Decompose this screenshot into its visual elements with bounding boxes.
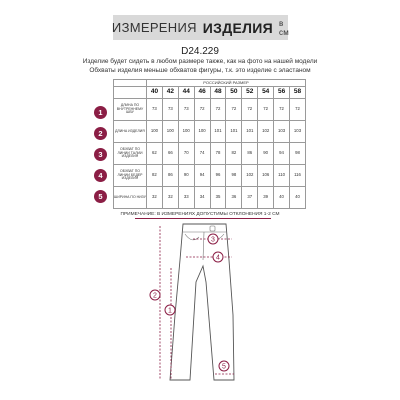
- page-header: [113, 15, 288, 40]
- diagram-marker-2: [150, 290, 160, 300]
- diagram-marker-2-label: 2: [153, 292, 157, 300]
- table-cell: 100: [194, 121, 210, 143]
- header-title-measurements: ИЗМЕРЕНИЯ: [111, 20, 197, 35]
- table-cell: 102: [258, 121, 274, 143]
- table-cell: 40: [290, 187, 306, 209]
- table-cell: 86: [242, 143, 258, 165]
- table-cell: 101: [226, 121, 242, 143]
- table-cell: 37: [242, 187, 258, 209]
- table-cell: 103: [290, 121, 306, 143]
- table-cell: 72: [210, 99, 226, 121]
- table-cell: 72: [194, 99, 210, 121]
- table-cell: 90: [178, 165, 194, 187]
- table-row: [114, 99, 306, 121]
- table-row: [114, 121, 306, 143]
- table-cell: 96: [210, 165, 226, 187]
- row-label-waist: ОБХВАТ ПО ЛИНИИ ТАЛИИ ИЗДЕЛИЯ: [114, 143, 147, 165]
- table-cell: 106: [258, 165, 274, 187]
- table-cell: 72: [290, 99, 306, 121]
- table-cell: 70: [178, 143, 194, 165]
- table-cell: 102: [242, 165, 258, 187]
- table-cell: 34: [194, 187, 210, 209]
- table-cell: 32: [162, 187, 178, 209]
- table-cell: 94: [194, 165, 210, 187]
- note-divider: [135, 218, 271, 219]
- table-cell: 73: [147, 99, 163, 121]
- table-cell: 82: [147, 165, 163, 187]
- table-cell: 72: [242, 99, 258, 121]
- russian-size-label: РОССИЙСКИЙ РАЗМЕР: [147, 80, 306, 87]
- row-label-inseam: ДЛИНА ПО ВНУТРЕННЕМУ ШВУ: [114, 99, 147, 121]
- table-cell: 103: [274, 121, 290, 143]
- table-cell: 72: [258, 99, 274, 121]
- fit-note: Изделие будет сидеть в любом размере также, как на фото на нашей модели: [82, 58, 318, 65]
- table-cell: 98: [226, 165, 242, 187]
- table-cell: 33: [178, 187, 194, 209]
- table-corner-size: [114, 87, 147, 99]
- row-number-badge-2: 2: [94, 127, 107, 140]
- size-header: 40: [147, 87, 163, 99]
- size-header: 48: [210, 87, 226, 99]
- table-cell: 100: [162, 121, 178, 143]
- table-cell: 72: [274, 99, 290, 121]
- table-cell: 90: [258, 143, 274, 165]
- size-header: 52: [242, 87, 258, 99]
- size-header: 44: [178, 87, 194, 99]
- table-cell: 86: [162, 165, 178, 187]
- table-cell: 101: [242, 121, 258, 143]
- table-cell: 39: [258, 187, 274, 209]
- diagram-marker-3-label: 3: [211, 236, 215, 244]
- row-number-badge-4: 4: [94, 169, 107, 182]
- table-cell: 36: [226, 187, 242, 209]
- row-label-hips: ОБХВАТ ПО ЛИНИИ БЕДЕР ИЗДЕЛИЯ: [114, 165, 147, 187]
- diagram-marker-5-label: 5: [222, 363, 226, 371]
- table-cell: 78: [210, 143, 226, 165]
- size-header: 54: [258, 87, 274, 99]
- table-cell: 101: [210, 121, 226, 143]
- table-cell: 94: [274, 143, 290, 165]
- header-unit: в см: [278, 18, 290, 37]
- size-table: [113, 79, 306, 209]
- size-header: 58: [290, 87, 306, 99]
- table-cell: 116: [290, 165, 306, 187]
- jeans-diagram: [0, 220, 400, 400]
- row-label-hem-width: ШИРИНА ПО НИЗУ: [114, 187, 147, 209]
- table-cell: 110: [274, 165, 290, 187]
- table-cell: 82: [226, 143, 242, 165]
- diagram-marker-5: [219, 361, 229, 371]
- table-row: [114, 143, 306, 165]
- diagram-marker-3: [208, 234, 218, 244]
- table-cell: 73: [162, 99, 178, 121]
- tolerance-note: ПРИМЕЧАНИЕ: В ИЗМЕРЕНИЯХ ДОПУСТИМЫ ОТКЛОНЕНИЯ 1-2 СМ: [120, 212, 280, 217]
- table-cell: 74: [194, 143, 210, 165]
- table-cell: 73: [178, 99, 194, 121]
- row-label-length: ДЛИНА ИЗДЕЛИЯ: [114, 121, 147, 143]
- row-number-badge-5: 5: [94, 190, 107, 203]
- table-cell: 32: [147, 187, 163, 209]
- diagram-marker-1: [165, 305, 175, 315]
- table-cell: 98: [290, 143, 306, 165]
- row-number-badge-1: 1: [94, 106, 107, 119]
- jeans-outline: [170, 224, 234, 380]
- table-cell: 35: [210, 187, 226, 209]
- table-row: [114, 187, 306, 209]
- table-cell: 62: [147, 143, 163, 165]
- table-corner-ru: [114, 80, 147, 87]
- diagram-marker-4-label: 4: [216, 254, 220, 262]
- size-header: 42: [162, 87, 178, 99]
- size-header: 46: [194, 87, 210, 99]
- diagram-marker-1-label: 1: [168, 307, 172, 315]
- size-header: 56: [274, 87, 290, 99]
- diagram-marker-4: [213, 252, 223, 262]
- table-row: [114, 165, 306, 187]
- table-cell: 72: [226, 99, 242, 121]
- header-title-product: ИЗДЕЛИЯ: [202, 19, 273, 36]
- table-cell: 100: [147, 121, 163, 143]
- table-cell: 40: [274, 187, 290, 209]
- row-number-badge-3: 3: [94, 148, 107, 161]
- table-cell: 100: [178, 121, 194, 143]
- product-code: D24.229: [181, 46, 219, 57]
- elastane-note: Обхваты изделия меньше обхватов фигуры, т.к. это изделие с эластаном: [89, 67, 311, 74]
- size-header: 50: [226, 87, 242, 99]
- table-cell: 66: [162, 143, 178, 165]
